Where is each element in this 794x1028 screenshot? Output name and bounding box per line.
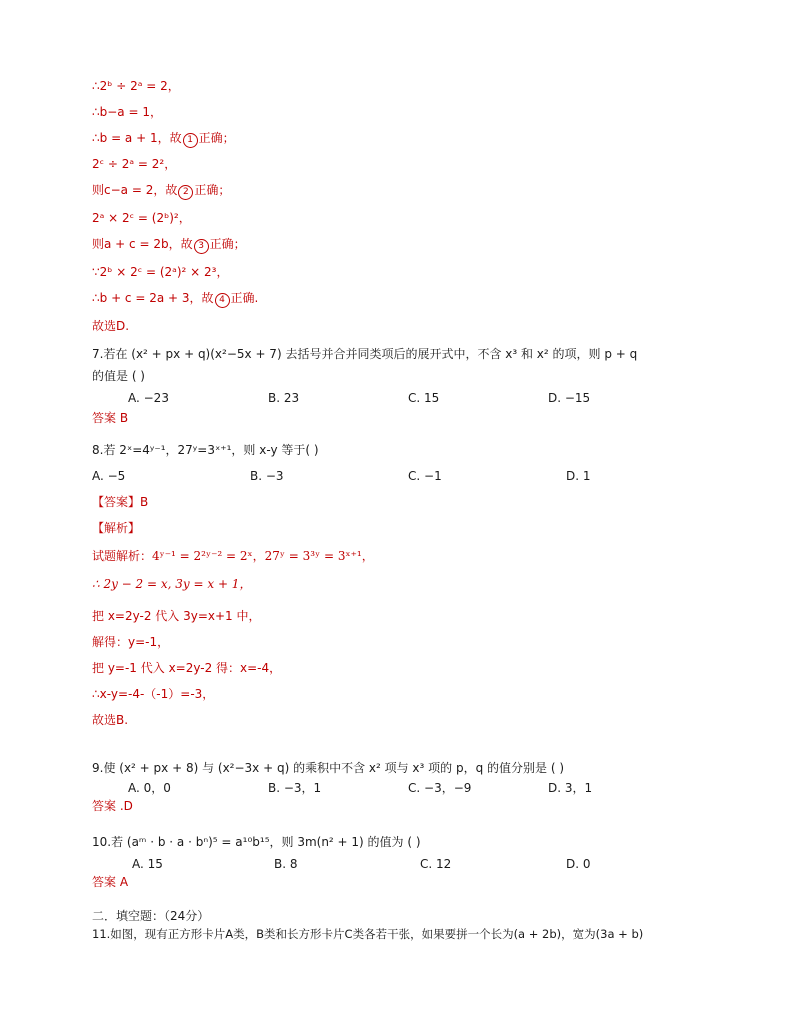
solution-line-1: ∴2ᵇ ÷ 2ᵃ = 2，: [92, 79, 180, 93]
q9-option-b: B. −3，1: [268, 781, 322, 795]
question-7-stem-cont: 的值是 ( ): [92, 369, 145, 383]
q8-analysis-step-2: ∴ 2y − 2 = x, 3y = x + 1，: [92, 577, 252, 591]
q9-option-a: A. 0，0: [128, 781, 171, 795]
solution-line-6: 2ᵃ × 2ᶜ = (2ᵇ)²，: [92, 211, 191, 225]
solution-line-9-text: ∴b + c = 2a + 3，故: [92, 291, 214, 305]
q8-answer: 【答案】B: [92, 495, 149, 509]
q8-analysis-step-4: 解得：y=-1，: [92, 635, 170, 649]
q8-analysis-step-1: 试题解析：4ʸ⁻¹ = 2²ʸ⁻² = 2ˣ，27ʸ = 3³ʸ = 3ˣ⁺¹，: [92, 549, 374, 563]
solution-line-3-text: ∴b = a + 1，故: [92, 131, 182, 145]
solution-line-8: ∵2ᵇ × 2ᶜ = (2ᵃ)² × 2³，: [92, 265, 229, 279]
q10-option-a: A. 15: [132, 857, 163, 871]
q8-analysis-step-5: 把 y=-1 代入 x=2y-2 得：x=-4，: [92, 661, 282, 675]
solution-line-9: [92, 290, 258, 308]
q7-answer: 答案 B: [92, 411, 129, 425]
solution-line-7-text: 则a + c = 2b，故: [92, 237, 193, 251]
q9-option-c: C. −3，−9: [408, 781, 472, 795]
circled-number-2: 2: [178, 185, 193, 200]
question-8-stem: 8.若 2ˣ=4ʸ⁻¹，27ʸ=3ˣ⁺¹，则 x-y 等于( ): [92, 443, 319, 457]
q7-option-c: C. 15: [408, 391, 440, 405]
question-9-stem: 9.使 (x² + px + 8) 与 (x²−3x + q) 的乘积中不含 x² 项与 x³ 项的 p，q 的值分别是 ( ): [92, 761, 565, 775]
q7-option-a: A. −23: [128, 391, 169, 405]
question-10-stem: 10.若 (aᵐ · b · a · bⁿ)⁵ = a¹⁰b¹⁵，则 3m(n² + 1) 的值为 ( ): [92, 835, 421, 849]
q10-answer: 答案 A: [92, 875, 129, 889]
question-7-stem: 7.若在 (x² + px + q)(x²−5x + 7) 去括号并合并同类项后的展开式中，不含 x³ 和 x² 的项，则 p + q: [92, 347, 638, 361]
q9-answer: 答案 .D: [92, 799, 133, 813]
q9-option-d: D. 3，1: [548, 781, 593, 795]
q8-analysis-step-3: 把 x=2y-2 代入 3y=x+1 中，: [92, 609, 261, 623]
solution-line-7: [92, 236, 246, 254]
solution-line-5-text: 则c−a = 2，故: [92, 183, 178, 197]
circled-number-1: 1: [183, 133, 198, 148]
q8-analysis-step-6: ∴x-y=-4-（-1）=-3，: [92, 687, 215, 701]
solution-line-3: [92, 130, 235, 148]
q8-option-d: D. 1: [566, 469, 591, 483]
q10-option-c: C. 12: [420, 857, 452, 871]
q8-option-a: A. −5: [92, 469, 126, 483]
solution-line-4: 2ᶜ ÷ 2ᵃ = 2²，: [92, 157, 177, 171]
q10-option-b: B. 8: [274, 857, 298, 871]
q7-option-b: B. 23: [268, 391, 300, 405]
q8-analysis-label: 【解析】: [92, 521, 141, 535]
q10-option-d: D. 0: [566, 857, 591, 871]
q8-option-b: B. −3: [250, 469, 284, 483]
q7-option-d: D. −15: [548, 391, 591, 405]
q8-analysis-step-7: 故选B.: [92, 713, 129, 727]
section-2-title: 二．填空题：（24分）: [92, 909, 210, 923]
solution-line-3-tail: 正确；: [198, 131, 235, 145]
solution-line-9-tail: 正确.: [230, 291, 259, 305]
question-11-stem: 11.如图，现有正方形卡片A类，B类和长方形卡片C类各若干张，如果要拼一个长为(a + 2b)，宽为(3a + b): [92, 927, 644, 941]
q8-option-c: C. −1: [408, 469, 442, 483]
solution-line-5: [92, 182, 230, 200]
solution-line-2: ∴b−a = 1，: [92, 105, 162, 119]
solution-line-10: 故选D.: [92, 319, 130, 333]
circled-number-4: 4: [215, 293, 230, 308]
circled-number-3: 3: [194, 239, 209, 254]
solution-line-5-tail: 正确；: [194, 183, 231, 197]
solution-line-7-tail: 正确；: [209, 237, 246, 251]
